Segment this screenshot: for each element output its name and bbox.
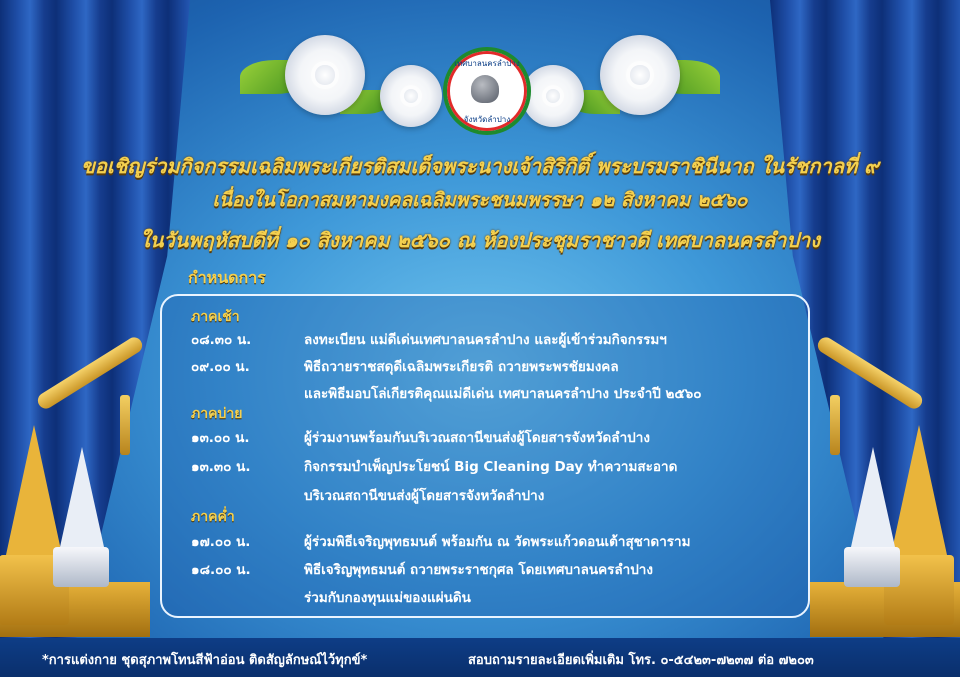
logo-bottom-text: จังหวัดลำปาง: [463, 115, 511, 124]
agenda-item: ผู้ร่วมพิธีเจริญพุทธมนต์ พร้อมกัน ณ วัดพระแก้วดอนเต้าสุชาดาราม: [304, 534, 691, 550]
logo-top-text: เทศบาลนครลำปาง: [454, 59, 520, 68]
section-afternoon: ภาคบ่าย: [191, 406, 243, 422]
agenda-item: พิธีเจริญพุทธมนต์ ถวายพระราชกุศล โดยเทศบาลนครลำปาง: [304, 562, 653, 578]
municipality-logo: [443, 47, 531, 135]
agenda-item: พิธีถวายราชสดุดีเฉลิมพระเกียรติ ถวายพระพรชัยมงคล: [304, 359, 619, 375]
contact-info: สอบถามรายละเอียดเพิ่มเติม โทร. ๐-๕๔๒๓-๗๒๓๗ ต่อ ๗๒๐๓: [468, 653, 814, 668]
agenda-item: ลงทะเบียน แม่ดีเด่นเทศบาลนครลำปาง และผู้เข้าร่วมกิจกรรมฯ: [304, 332, 667, 348]
agenda-title: กำหนดการ: [188, 268, 266, 287]
jasmine-flower-icon: [600, 35, 680, 115]
occasion-heading: เนื่องในโอกาสมหามงคลเฉลิมพระชนมพรรษา ๑๒ สิงหาคม ๒๕๖๐: [212, 189, 748, 211]
left-tassel-icon: [120, 395, 130, 455]
right-white-spire-icon: [851, 447, 900, 587]
agenda-item: และพิธีมอบโล่เกียรติคุณแม่ดีเด่น เทศบาลนครลำปาง ประจำปี ๒๕๖๐: [304, 386, 702, 402]
agenda-item: ผู้ร่วมงานพร้อมกันบริเวณสถานีขนส่งผู้โดยสารจังหวัดลำปาง: [304, 430, 650, 446]
dress-code-note: *การแต่งกาย ชุดสุภาพโทนสีฟ้าอ่อน ติดสัญลักษณ์ไว้ทุกข์*: [42, 653, 368, 668]
footer-bar: [0, 638, 960, 677]
right-gold-spire-icon: [891, 425, 954, 625]
agenda-item: ร่วมกับกองทุนแม่ของแผ่นดิน: [304, 590, 471, 606]
invitation-heading: ขอเชิญร่วมกิจกรรมเฉลิมพระเกียรติสมเด็จพระนางเจ้าสิริกิติ์ พระบรมราชินีนาถ ในรัชกาลที่ ๙: [81, 154, 879, 178]
jasmine-flower-icon: [285, 35, 365, 115]
agenda-time: ๑๘.๐๐ น.: [191, 562, 251, 578]
rooster-icon: [471, 75, 499, 103]
agenda-item: กิจกรรมบำเพ็ญประโยชน์ Big Cleaning Day ทำความสะอาด: [304, 459, 678, 475]
jasmine-flower-icon: [522, 65, 584, 127]
agenda-time: ๐๙.๐๐ น.: [191, 359, 250, 375]
right-tassel-icon: [830, 395, 840, 455]
agenda-time: ๑๓.๐๐ น.: [191, 430, 250, 446]
agenda-time: ๐๘.๓๐ น.: [191, 332, 252, 348]
agenda-item: บริเวณสถานีขนส่งผู้โดยสารจังหวัดลำปาง: [304, 488, 545, 504]
section-morning: ภาคเช้า: [191, 309, 240, 325]
left-white-spire-icon: [60, 447, 109, 587]
jasmine-flower-icon: [380, 65, 442, 127]
agenda-time: ๑๓.๓๐ น.: [191, 459, 251, 475]
section-evening: ภาคค่ำ: [191, 509, 235, 525]
date-venue-heading: ในวันพฤหัสบดีที่ ๑๐ สิงหาคม ๒๕๖๐ ณ ห้องประชุมราชาวดี เทศบาลนครลำปาง: [139, 228, 821, 252]
agenda-time: ๑๗.๐๐ น.: [191, 534, 251, 550]
